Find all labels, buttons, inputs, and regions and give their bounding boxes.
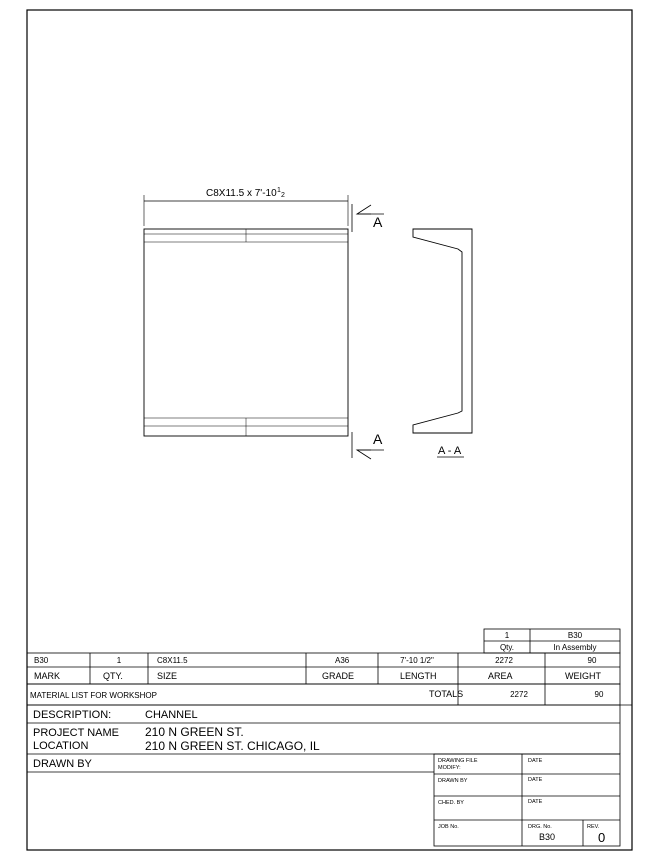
section-marker-top: A bbox=[373, 214, 383, 230]
channel-elevation-view bbox=[144, 195, 348, 436]
location-value: 210 N GREEN ST. CHICAGO, IL bbox=[145, 739, 320, 753]
row-area: 2272 bbox=[495, 656, 513, 665]
drawn-by-small-label: DRAWN BY bbox=[438, 778, 468, 784]
modify-label: MODIFY: bbox=[438, 765, 461, 771]
project-value: 210 N GREEN ST. bbox=[145, 725, 244, 739]
location-label: LOCATION bbox=[33, 740, 89, 752]
sheet-border bbox=[27, 10, 632, 850]
row-length: 7'-10 1/2" bbox=[400, 656, 434, 665]
header-qty: QTY. bbox=[103, 671, 123, 681]
totals-area: 2272 bbox=[510, 690, 528, 699]
dimension-fraction-num: 1 bbox=[277, 187, 281, 194]
date-label-1: DATE bbox=[528, 758, 543, 764]
date-label-3: DATE bbox=[528, 799, 543, 805]
date-label-2: DATE bbox=[528, 777, 543, 783]
project-label: PROJECT NAME bbox=[33, 727, 119, 739]
channel-section-profile bbox=[413, 229, 472, 433]
dimension-label: C8X11.5 x 7'-10 bbox=[206, 188, 277, 199]
totals-weight: 90 bbox=[594, 690, 604, 699]
drg-no-label: DRG. No. bbox=[528, 824, 552, 830]
drawing-file-label: DRAWING FILE bbox=[438, 758, 478, 764]
drg-no-value: B30 bbox=[539, 832, 556, 842]
summary-mark-value: B30 bbox=[567, 631, 583, 640]
totals-label: TOTALS bbox=[429, 689, 464, 699]
row-weight: 90 bbox=[587, 656, 597, 665]
header-mark: MARK bbox=[34, 671, 61, 681]
drawn-by-label: DRAWN BY bbox=[33, 758, 92, 770]
row-mark: B30 bbox=[34, 656, 49, 665]
dimension-fraction-den: 2 bbox=[281, 192, 285, 199]
row-grade: A36 bbox=[335, 656, 350, 665]
description-label: DESCRIPTION: bbox=[33, 709, 112, 721]
header-grade: GRADE bbox=[322, 671, 355, 681]
rev-label: REV. bbox=[587, 824, 600, 830]
description-value: CHANNEL bbox=[145, 709, 198, 721]
summary-qty-value: 1 bbox=[504, 631, 510, 640]
section-view-label: A - A bbox=[438, 445, 462, 457]
header-length: LENGTH bbox=[400, 671, 437, 681]
job-no-label: JOB No. bbox=[438, 824, 459, 830]
row-qty: 1 bbox=[116, 656, 122, 665]
rev-value: 0 bbox=[598, 830, 606, 845]
row-size: C8X11.5 bbox=[157, 656, 188, 665]
summary-assembly-label: In Assembly bbox=[553, 643, 597, 652]
checked-by-label: CHED. BY bbox=[438, 800, 464, 806]
header-size: SIZE bbox=[157, 671, 178, 681]
header-weight: WEIGHT bbox=[565, 671, 601, 681]
summary-qty-label: Qty. bbox=[499, 643, 515, 652]
header-area: AREA bbox=[488, 671, 513, 681]
section-marker-bottom: A bbox=[373, 431, 383, 447]
totals-caption: MATERIAL LIST FOR WORKSHOP bbox=[30, 691, 157, 700]
